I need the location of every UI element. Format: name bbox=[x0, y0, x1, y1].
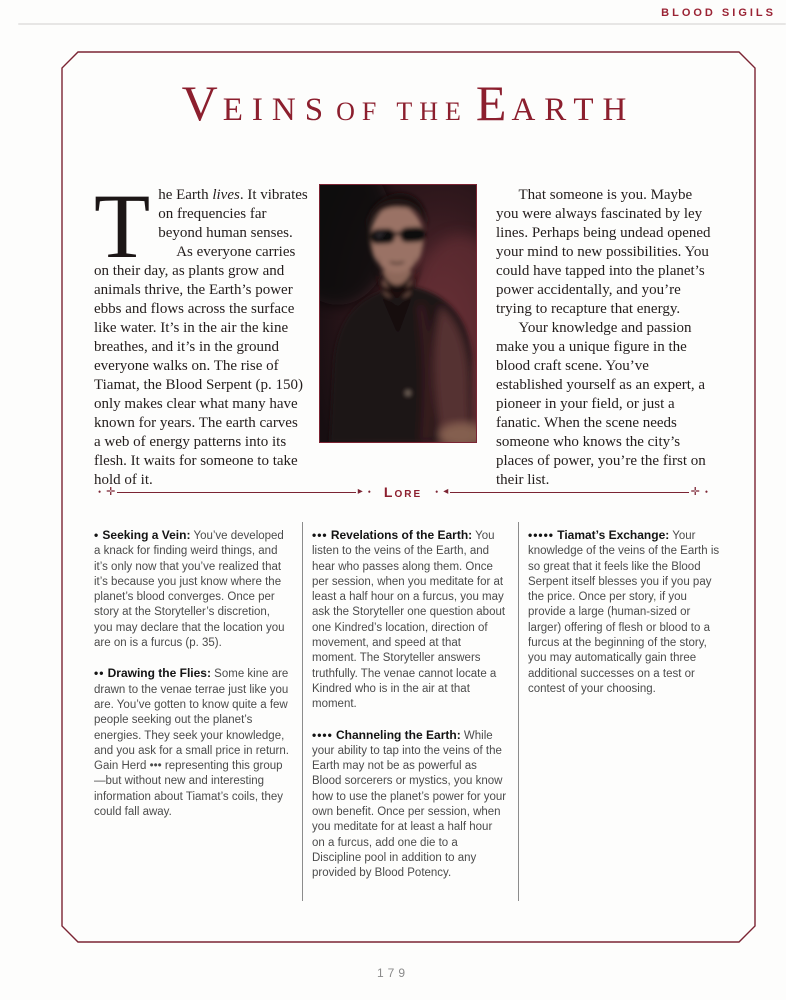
dot-rating: •••• bbox=[312, 727, 333, 742]
lore-column-3 bbox=[528, 528, 724, 712]
title-word-rest: EINS bbox=[222, 92, 333, 128]
lore-entry-drawing-the-flies bbox=[94, 666, 290, 820]
divider-cross-icon: ✛ bbox=[690, 485, 700, 498]
intro-paragraph: Your knowledge and passion make you a unique figure in the blood craft scene. You’ve established yourself as an expert, a pioneer in your field, or just a fanatic. When the scene needs someone who knows the city’s places of power, you’re the first on their list. bbox=[496, 320, 706, 488]
page-title bbox=[62, 74, 755, 132]
title-connector: OF THE bbox=[336, 97, 468, 126]
divider-dot-icon: • bbox=[98, 486, 102, 497]
lore-entry-channeling-the-earth bbox=[312, 728, 508, 882]
lore-entry-tiamats-exchange bbox=[528, 528, 724, 697]
dot-rating: •• bbox=[94, 666, 105, 681]
intro-text: . It vibrates on frequencies far beyond human senses. bbox=[158, 187, 308, 241]
divider-arrow-left-icon: ◂ bbox=[443, 486, 449, 497]
title-word-rest: ARTH bbox=[511, 92, 636, 128]
dot-rating: • bbox=[94, 528, 100, 542]
divider-dot-icon: • bbox=[367, 486, 371, 497]
intro-paragraph: That someone is you. Maybe you were always fascinated by ley lines. Perhaps being undead opened your mind to new possibilities. You could have tapped into the planet’s power accidentally, and you’re trying to recapture that energy. bbox=[496, 187, 711, 317]
divider-cross-icon: ✛ bbox=[106, 485, 116, 498]
lore-entry-title: Tiamat’s Exchange: bbox=[557, 528, 670, 542]
intro-text-italic: lives bbox=[212, 187, 240, 203]
lore-column-2 bbox=[312, 528, 508, 897]
intro-left-column bbox=[94, 175, 308, 490]
lore-entry-text: Your knowledge of the veins of the Earth is so great that it feels like the Blood Serpent itself blesses you if you pay the price. Once per story, if you provide a large (human-sized or larger) offering of flesh or blood to a furcus at the beginning of the story, you may automatically gain three additional successes on a test or contest of your choosing. bbox=[528, 530, 720, 695]
divider-dot-icon: • bbox=[435, 486, 439, 497]
divider-dot-icon: • bbox=[704, 486, 709, 497]
portrait-illustration bbox=[320, 185, 476, 442]
drop-cap: T bbox=[94, 175, 151, 277]
divider-line bbox=[450, 492, 688, 493]
lore-entry-text: You’ve developed a knack for finding weird things, and it’s only now that you’ve realized that it’s because you just know where the planet’s blood converges. Once per story at the Storyteller’s discretion, you may declare that the location you are on is a furcus (p. 35). bbox=[94, 530, 285, 650]
dot-rating: ••••• bbox=[528, 528, 555, 542]
lore-entry-title: Seeking a Vein: bbox=[102, 528, 191, 542]
intro-paragraph: As everyone carries on their day, as plants grow and animals thrive, the Earth’s power ebbs and flows across the surface like water. It’s in the air the kine breathes, and it’s in the ground everyone walks on. The rise of Tiamat, the Blood Serpent (p. 150) only makes clear what many have known for years. The earth carves a web of energy patterns into its flesh. It waits for someone to take hold of it. bbox=[94, 244, 304, 488]
title-initial: E bbox=[475, 75, 512, 131]
column-separator bbox=[302, 522, 303, 901]
lore-entry-revelations-of-the-earth bbox=[312, 528, 508, 713]
lore-entry-text: Some kine are drawn to the venae terrae just like you are. You’ve gotten to know quite a few people seeking out the planet’s energies. They seek your knowledge, and you ask for a small price in return. Gain Herd ••• representing this group—but without new and interesting information about Tiamat’s coils, they could fall away. bbox=[94, 668, 289, 819]
divider-arrow-right-icon: ▸ bbox=[357, 486, 363, 497]
lore-entry-title: Revelations of the Earth: bbox=[330, 528, 473, 542]
divider-line bbox=[117, 492, 355, 493]
lore-entry-seeking-a-vein bbox=[94, 528, 290, 651]
portrait-image bbox=[319, 184, 477, 443]
lore-section-label: Lore bbox=[383, 484, 423, 500]
title-initial: V bbox=[181, 75, 223, 131]
dot-rating: ••• bbox=[312, 528, 328, 542]
lore-divider bbox=[95, 483, 711, 501]
intro-right-column bbox=[496, 186, 716, 490]
lore-entry-text: While your ability to tap into the veins of the Earth may not be as powerful as Blood sorcerers or mystics, you know how to use the planet’s power for your own benefit. Once per session, when you meditate for at least a half hour on a furcus, add one die to a Discipline pool in addition to any provided by Blood Potency. bbox=[312, 729, 507, 880]
page-number: 179 bbox=[376, 966, 410, 980]
column-separator bbox=[518, 522, 519, 901]
intro-text: he Earth bbox=[158, 187, 213, 203]
lore-entry-title: Drawing the Flies: bbox=[107, 666, 211, 681]
lore-entry-text: You listen to the veins of the Earth, and hear who passes along them. Once per session, when you meditate for at least a half hour on a furcus, you may ask the Storyteller one question about one Kindred’s location, direction of movement, and speed at that moment. The Storyteller answers truthfully. The venae cannot locate a Kindred who is in the air at that moment. bbox=[312, 530, 506, 711]
lore-entry-title: Channeling the Earth: bbox=[336, 727, 461, 742]
running-head: BLOOD SIGILS bbox=[661, 7, 776, 19]
lore-column-1 bbox=[94, 528, 290, 835]
